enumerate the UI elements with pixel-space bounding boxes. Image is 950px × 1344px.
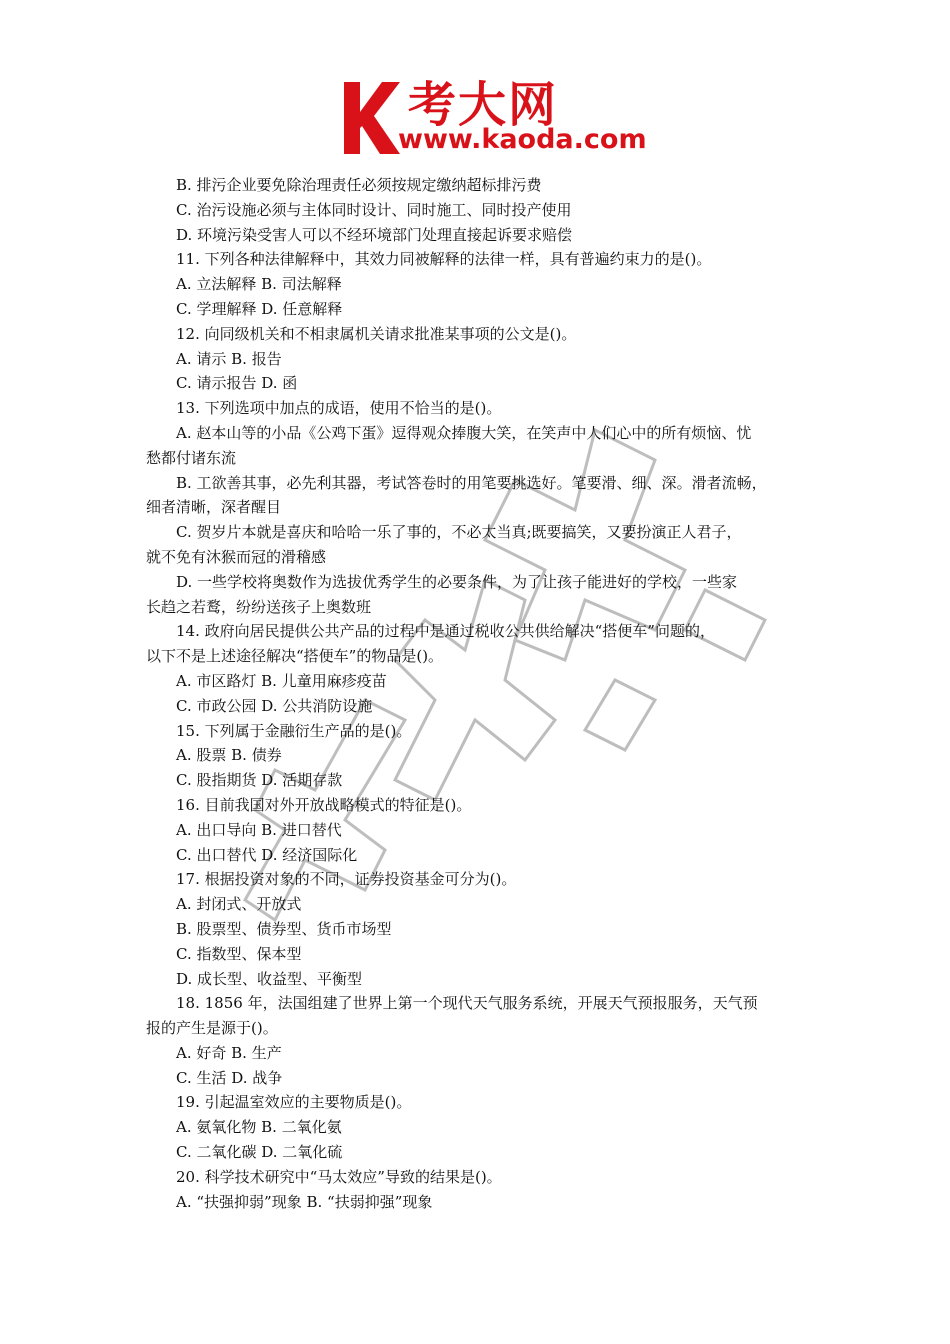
text-line: C. 指数型、保本型	[176, 944, 302, 963]
text-line: 以下不是上述途径解决“搭便车”的物品是()。	[146, 647, 444, 666]
text-line: C. 出口替代 D. 经济国际化	[176, 845, 358, 864]
text-line: C. 市政公园 D. 公共消防设施	[176, 696, 373, 715]
text-line: A. 出口导向 B. 进口替代	[176, 820, 342, 839]
text-line: 16. 目前我国对外开放战略模式的特征是()。	[176, 795, 472, 814]
text-line: 13. 下列选项中加点的成语，使用不恰当的是()。	[176, 399, 502, 418]
site-logo	[338, 72, 668, 162]
text-line: D. 环境污染受害人可以不经环境部门处理直接起诉要求赔偿	[176, 225, 573, 244]
text-line: A. 请示 B. 报告	[176, 349, 282, 368]
text-line: A. 封闭式、开放式	[176, 895, 302, 914]
text-line: A. 立法解释 B. 司法解释	[176, 275, 342, 294]
text-line: B. 排污企业要免除治理责任必须按规定缴纳超标排污费	[176, 176, 542, 194]
text-line: A. 氨氧化物 B. 二氧化氨	[176, 1118, 342, 1137]
text-line: 细者清晰，深者醒目	[146, 498, 282, 517]
text-line: C. 治污设施必须与主体同时设计、同时施工、同时投产使用	[176, 200, 572, 219]
text-line: C. 生活 D. 战争	[176, 1068, 283, 1087]
text-line: B. 股票型、债券型、货币市场型	[176, 919, 392, 938]
logo-chinese-text: 考大网	[408, 77, 559, 133]
text-line: C. 股指期货 D. 活期存款	[176, 771, 343, 790]
text-line: A. 市区路灯 B. 儿童用麻疹疫苗	[176, 671, 387, 690]
text-line: A. 股票 B. 债券	[176, 746, 282, 765]
text-line: C. 学理解释 D. 任意解释	[176, 299, 343, 318]
text-line: D. 成长型、收益型、平衡型	[176, 969, 363, 988]
text-line: 长趋之若鹜，纷纷送孩子上奥数班	[146, 597, 372, 616]
text-line: A. 赵本山等的小品《公鸡下蛋》逗得观众捧腹大笑，在笑声中人们心中的所有烦恼、忧	[176, 423, 752, 442]
text-line: 18. 1856 年，法国组建了世界上第一个现代天气服务系统，开展天气预报服务，天气预	[176, 994, 758, 1013]
text-line: 19. 引起温室效应的主要物质是()。	[176, 1093, 412, 1112]
text-line: 15. 下列属于金融衍生产品的是()。	[176, 721, 412, 740]
text-line: 17. 根据投资对象的不同，证券投资基金可分为()。	[176, 870, 517, 889]
text-line: 11. 下列各种法律解释中，其效力同被解释的法律一样，具有普遍约束力的是()。	[176, 250, 712, 269]
logo-k-icon	[338, 78, 402, 158]
text-line: 就不免有沐猴而冠的滑稽感	[146, 547, 327, 566]
text-line: 报的产生是源于()。	[146, 1019, 278, 1038]
text-line: 20. 科学技术研究中“马太效应”导致的结果是()。	[176, 1167, 502, 1186]
text-line: C. 请示报告 D. 函	[176, 374, 298, 393]
text-line: C. 二氧化碳 D. 二氧化硫	[176, 1143, 343, 1162]
text-line: A. “扶强抑弱”现象 B. “扶弱抑强”现象	[176, 1192, 433, 1211]
question-text	[146, 173, 816, 1214]
text-line: 14. 政府向居民提供公共产品的过程中是通过税收公共供给解决“搭便车”问题的，	[176, 622, 715, 641]
text-line: 愁都付诸东流	[146, 448, 237, 467]
text-line: C. 贺岁片本就是喜庆和哈哈一乐了事的，不必太当真;既要搞笑，又要扮演正人君子，	[176, 523, 742, 542]
text-line: B. 工欲善其事，必先利其器，考试答卷时的用笔要挑选好。笔要滑、细、深。滑者流畅，	[176, 473, 767, 492]
text-line: D. 一些学校将奥数作为选拔优秀学生的必要条件，为了让孩子能进好的学校，一些家	[176, 572, 738, 591]
logo-url-text: www.kaoda.com	[398, 124, 647, 155]
text-line: A. 好奇 B. 生产	[176, 1043, 282, 1062]
text-line: 12. 向同级机关和不相隶属机关请求批准某事项的公文是()。	[176, 324, 577, 343]
